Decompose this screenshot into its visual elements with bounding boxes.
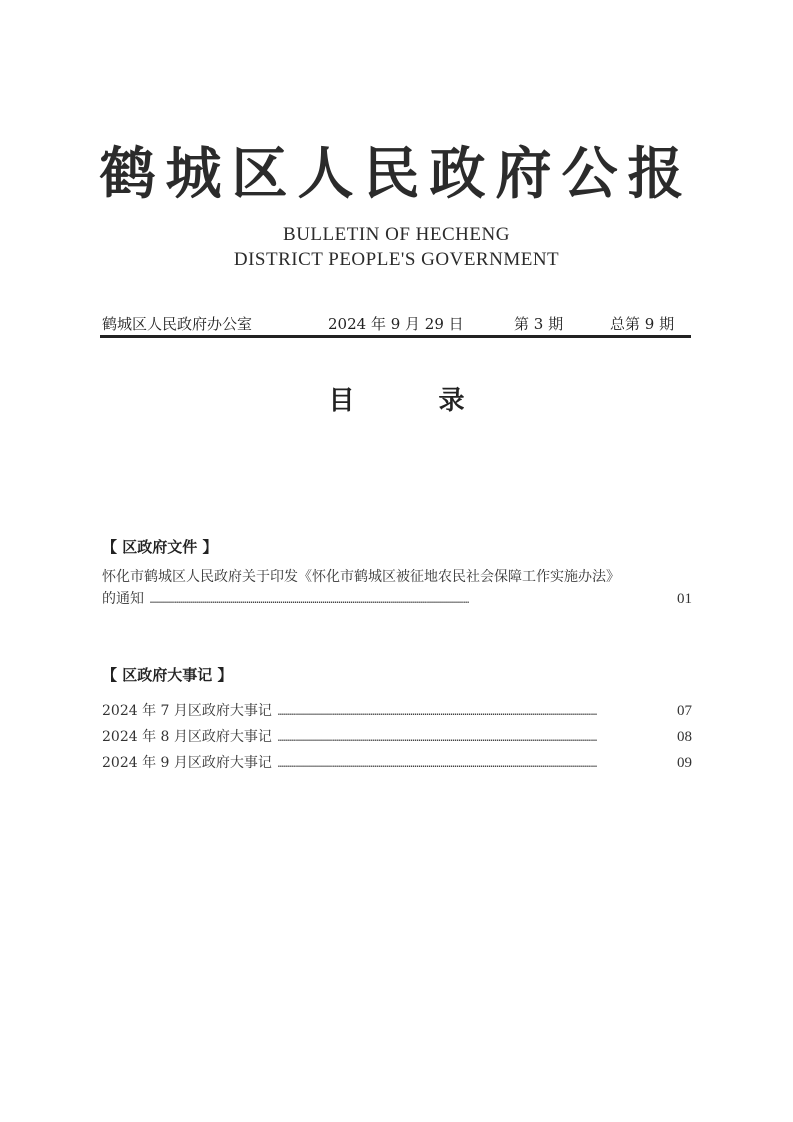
toc-leader-dots: …………………………………………………………………………………………………………………………………………… (277, 759, 597, 770)
issue-info-row (102, 313, 690, 335)
toc-entry-title-line2: 的通知 (102, 591, 144, 607)
toc-entry-title: 2024 年 8 月区政府大事记 (102, 729, 272, 745)
toc-entry-events-august[interactable] (102, 724, 692, 750)
toc-title-char1: 目 (328, 386, 355, 416)
section-heading-documents: 【 区政府文件 】 (102, 538, 218, 556)
toc-title (0, 380, 793, 417)
publish-date: 2024 年 9 月 29 日 (328, 315, 464, 333)
toc-leader-dots: …………………………………………………………………………………………………………………………………………… (150, 595, 470, 606)
toc-entry-events-september[interactable] (102, 750, 692, 776)
bulletin-title-en (0, 222, 793, 272)
toc-leader-dots: …………………………………………………………………………………………………………………………………………… (277, 707, 597, 718)
bulletin-title-en-line2: DISTRICT PEOPLE'S GOVERNMENT (233, 249, 560, 270)
toc-entry-page: 01 (677, 591, 692, 607)
toc-entry-title: 2024 年 9 月区政府大事记 (102, 755, 272, 771)
issue-number: 第 3 期 (514, 315, 564, 333)
toc-entry-page: 08 (677, 729, 692, 745)
total-issue-number: 总第 9 期 (610, 315, 675, 333)
toc-entry-title: 2024 年 7 月区政府大事记 (102, 703, 272, 719)
toc-entry-page: 07 (677, 703, 692, 719)
bulletin-title-cn: 鹤城区人民政府公报 (99, 141, 694, 207)
toc-entry-documents-1[interactable] (102, 564, 692, 612)
toc-entry-title-line1: 怀化市鹤城区人民政府关于印发《怀化市鹤城区被征地农民社会保障工作实施办法》 (102, 569, 620, 585)
toc-entry-events-july[interactable] (102, 698, 692, 724)
toc-entry-page: 09 (677, 755, 692, 771)
publisher-name: 鹤城区人民政府办公室 (102, 315, 253, 333)
section-heading-events: 【 区政府大事记 】 (102, 666, 233, 684)
toc-title-char2: 录 (438, 386, 465, 416)
header-divider (100, 335, 691, 338)
toc-leader-dots: …………………………………………………………………………………………………………………………………………… (277, 733, 597, 744)
bulletin-title-en-line1: BULLETIN OF HECHENG (283, 224, 510, 245)
